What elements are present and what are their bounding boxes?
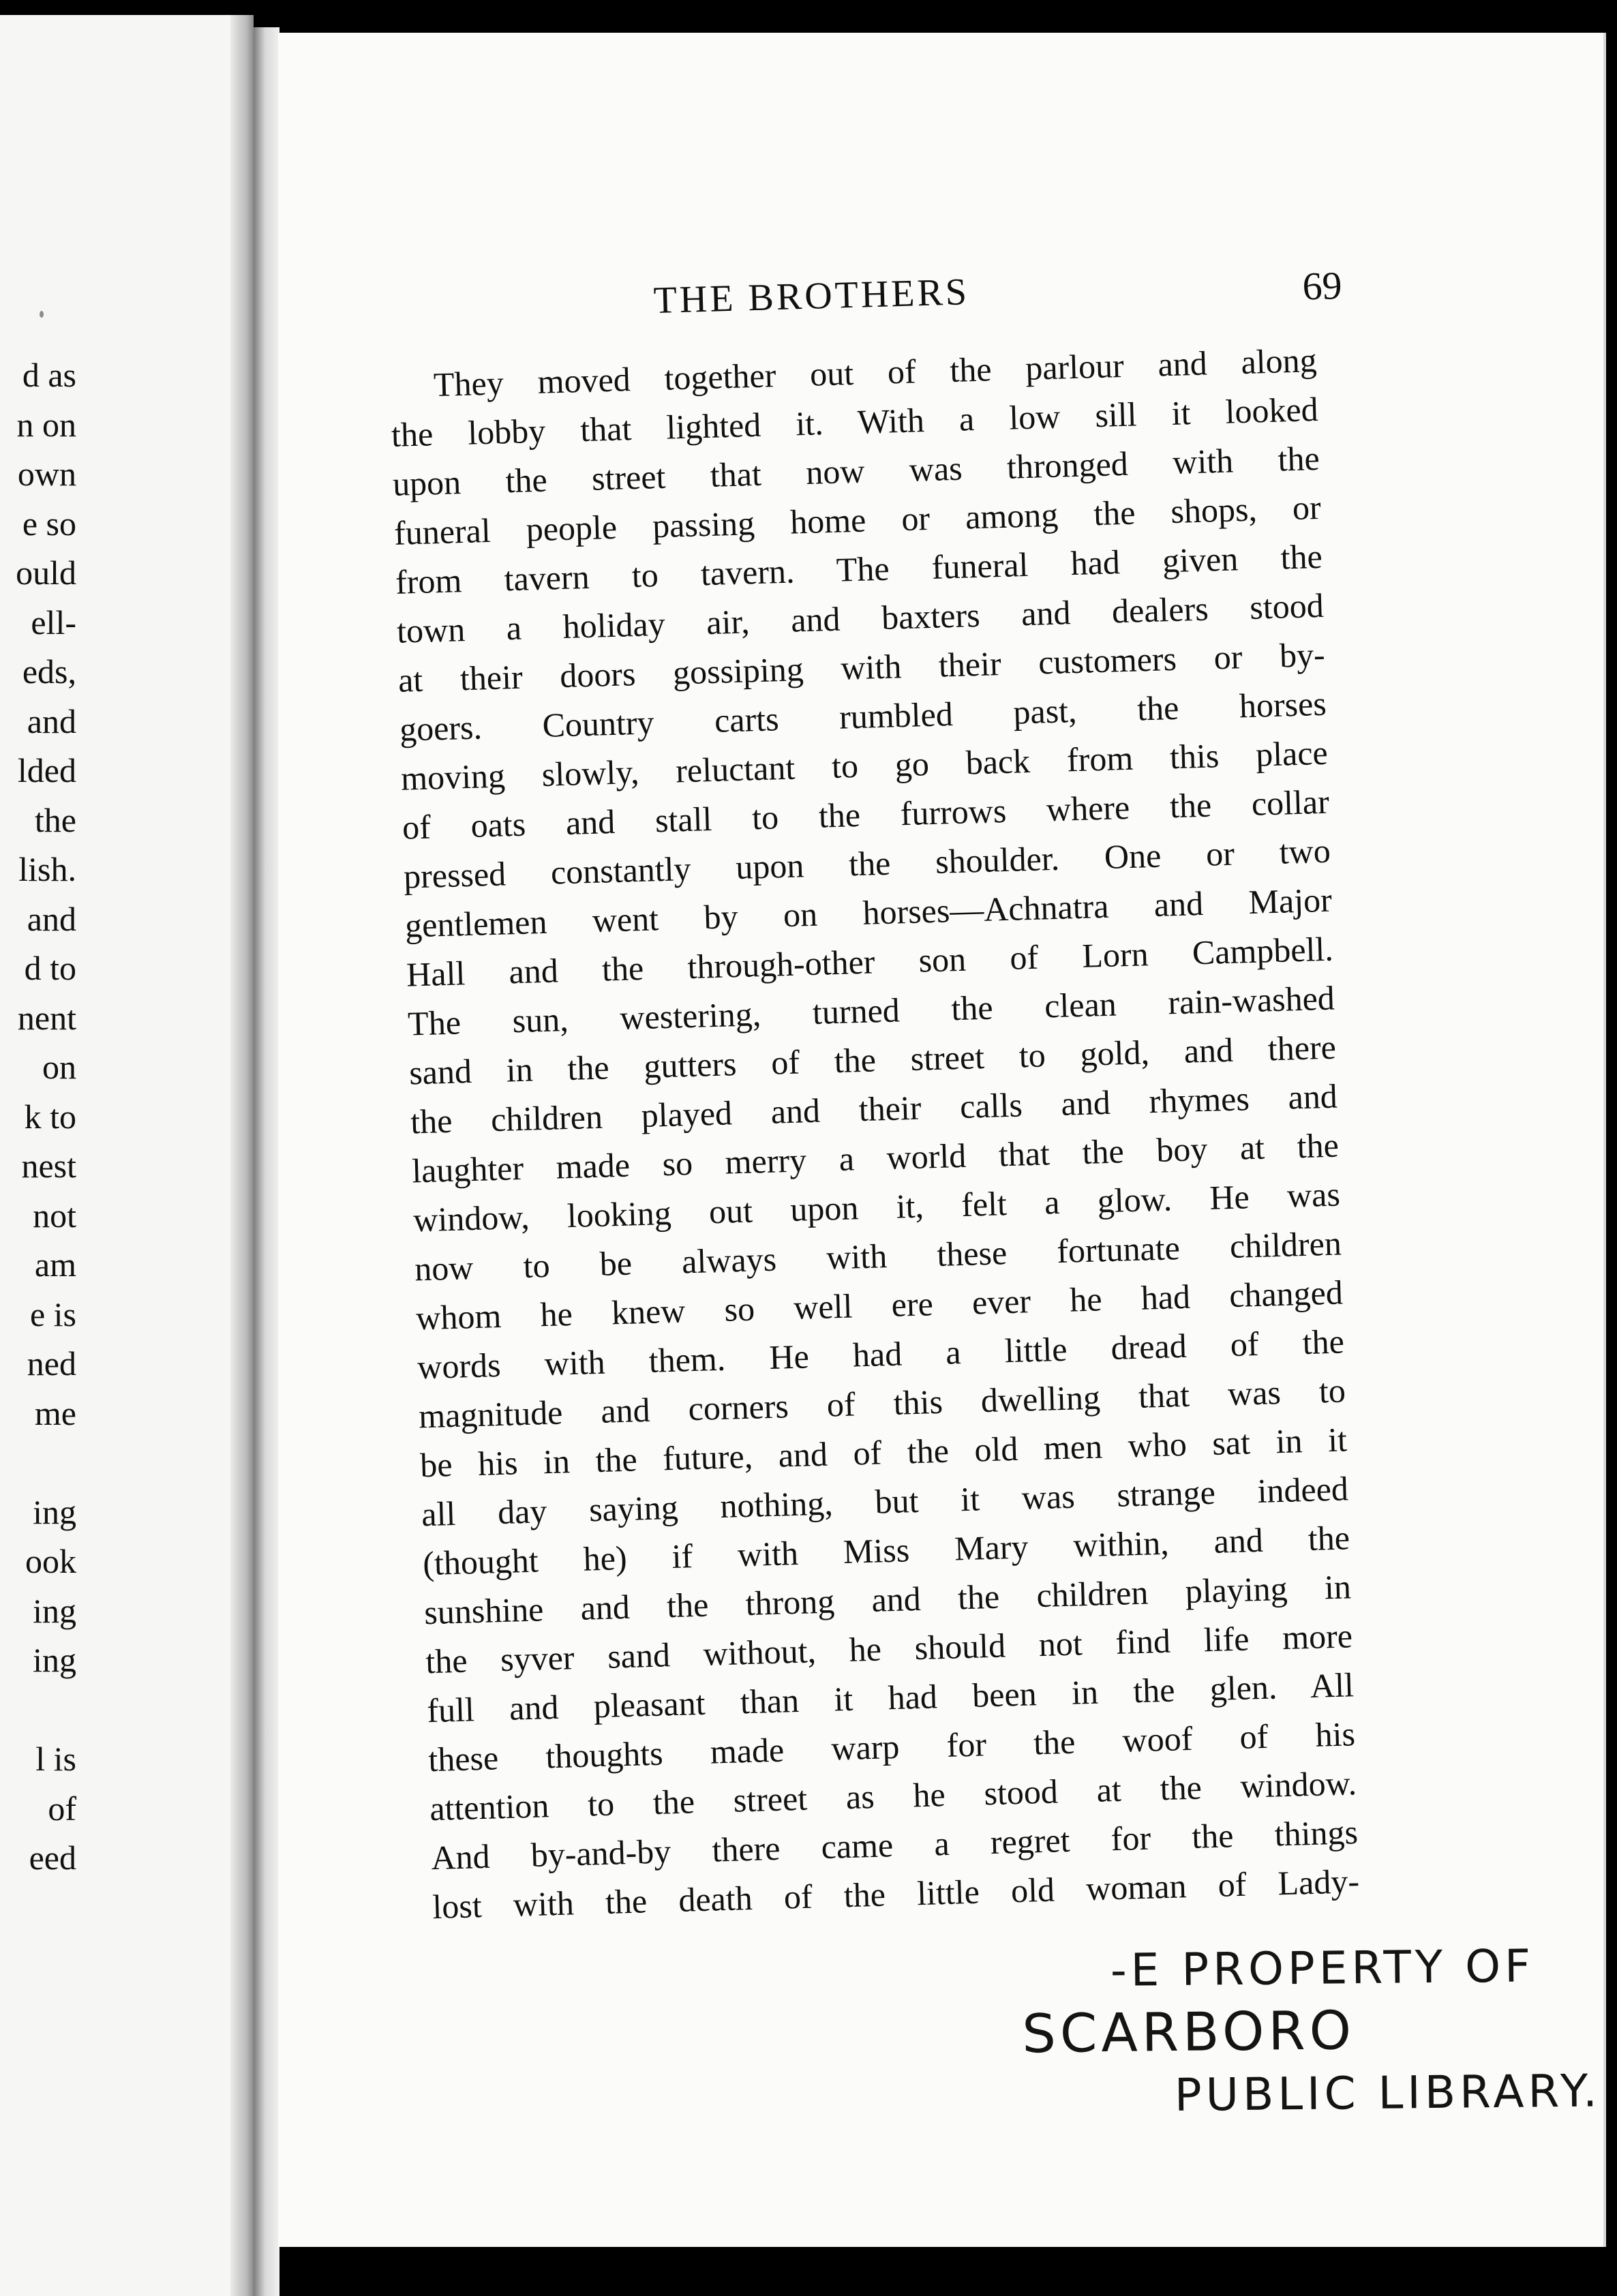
facing-page-fragment: d as [22,356,76,394]
facing-page-fragment: eds, [22,652,76,691]
text-line: of oats and stall to the furrows where the collar [402,782,1330,847]
stamp-line-property: -E PROPERTY OF [1110,1939,1535,1997]
text-line: full and pleasant than it had been in the glen. All [426,1665,1355,1730]
facing-page-fragment: lish. [18,850,76,888]
page-number: 69 [1301,262,1343,309]
stamp-line-name: SCARBORO [1021,2000,1356,2066]
text-line: town a holiday air, and baxters and dealers stood [396,586,1325,650]
text-line: Hall and the through-other son of Lorn Campbell. [406,929,1334,994]
text-line: They moved together out of the parlour and along [433,340,1318,404]
facing-page-fragment: ing [33,1641,76,1679]
facing-page-fragment: e is [29,1295,76,1333]
facing-page-fragment: n on [16,405,76,444]
facing-page-fragment: ing [33,1591,76,1630]
facing-page-fragment: e so [22,504,76,543]
text-line: lost with the death of the little old woman of Lady- [432,1862,1360,1927]
facing-page-fragment: k to [24,1097,76,1136]
text-line: window, looking out upon it, felt a glow. He was [412,1175,1341,1239]
facing-page-fragment: not [33,1196,76,1235]
text-line: at their doors gossiping with their customers or by- [397,635,1326,699]
facing-page-fragment: nent [17,998,76,1037]
text-line: (thought he) if with Miss Mary within, and the [422,1518,1350,1583]
facing-page-fragment: eed [29,1839,76,1877]
text-line: attention to the street as he stood at the window. [429,1764,1357,1828]
stamp-line-library: PUBLIC LIBRARY. [1174,2064,1602,2121]
library-stamp [877,1934,1602,2130]
text-line: these thoughts made warp for the woof of his [427,1715,1356,1779]
facing-page-fragment: d to [24,949,76,987]
text-line: And by-and-by there came a regret for the things [430,1813,1359,1877]
book-binding [254,27,279,2296]
text-line: be his in the future, and of the old men who sat in it [419,1420,1348,1485]
facing-page-fragment: me [34,1393,76,1432]
facing-page-fragment: ing [33,1492,76,1531]
body-paragraph [389,335,1360,1931]
facing-page-fragment: am [34,1245,76,1284]
text-line: laughter made so merry a world that the boy at the [411,1126,1340,1190]
text-line: words with them. He had a little dread of the [417,1322,1345,1387]
text-line: goers. Country carts rumbled past, the horses [399,684,1327,749]
page-speck [40,311,44,318]
facing-page-fragment: nest [21,1147,76,1185]
facing-page-fragment: and [27,701,76,740]
running-title: THE BROTHERS [652,271,970,322]
gutter-shadow [230,15,254,2296]
facing-page-fragment: own [17,455,76,493]
text-line: funeral people passing home or among the shops, or [393,487,1322,552]
facing-page-fragment: ook [25,1542,76,1580]
facing-page-fragment: ould [16,554,76,592]
text-line: magnitude and corners of this dwelling that was to [418,1371,1346,1436]
facing-page-fragment [0,1685,76,1735]
facing-page-fragment: the [34,800,76,839]
text-line: the children played and their calls and rhymes and [410,1076,1338,1141]
facing-page [0,15,254,2296]
facing-page-fragment: l is [35,1740,76,1778]
text-line: upon the street that now was thronged with the [392,438,1320,503]
text-line: gentlemen went by on horses—Achnatra and Major [404,880,1333,945]
text-line: The sun, westering, turned the clean rain-washed [407,978,1335,1043]
facing-page-fragment: ned [27,1344,76,1383]
book-page [278,33,1606,2247]
text-line: moving slowly, reluctant to go back from this place [400,733,1329,798]
page-text-block [387,260,1360,1931]
facing-page-fragment: ell- [31,603,76,641]
facing-page-text-fragments [0,350,76,1883]
facing-page-fragment [0,1438,76,1487]
text-line: pressed constantly upon the shoulder. One or two [403,831,1331,896]
text-line: the syver sand without, he should not find life more [425,1616,1353,1681]
text-line: sunshine and the throng and the children playing in [423,1567,1352,1632]
text-line: now to be always with these fortunate children [414,1224,1342,1288]
text-line: whom he knew so well ere ever he had changed [415,1273,1344,1338]
facing-page-fragment: on [42,1048,76,1086]
text-line: all day saying nothing, but it was strange indeed [421,1469,1349,1534]
text-line: the lobby that lighted it. With a low sill it looked [391,389,1319,454]
text-line: from tavern to tavern. The funeral had given the [395,537,1323,601]
facing-page-fragment: of [48,1789,76,1828]
facing-page-fragment: lded [17,751,76,789]
text-line: sand in the gutters of the street to gold, and there [408,1027,1337,1092]
facing-page-fragment: and [27,899,76,938]
